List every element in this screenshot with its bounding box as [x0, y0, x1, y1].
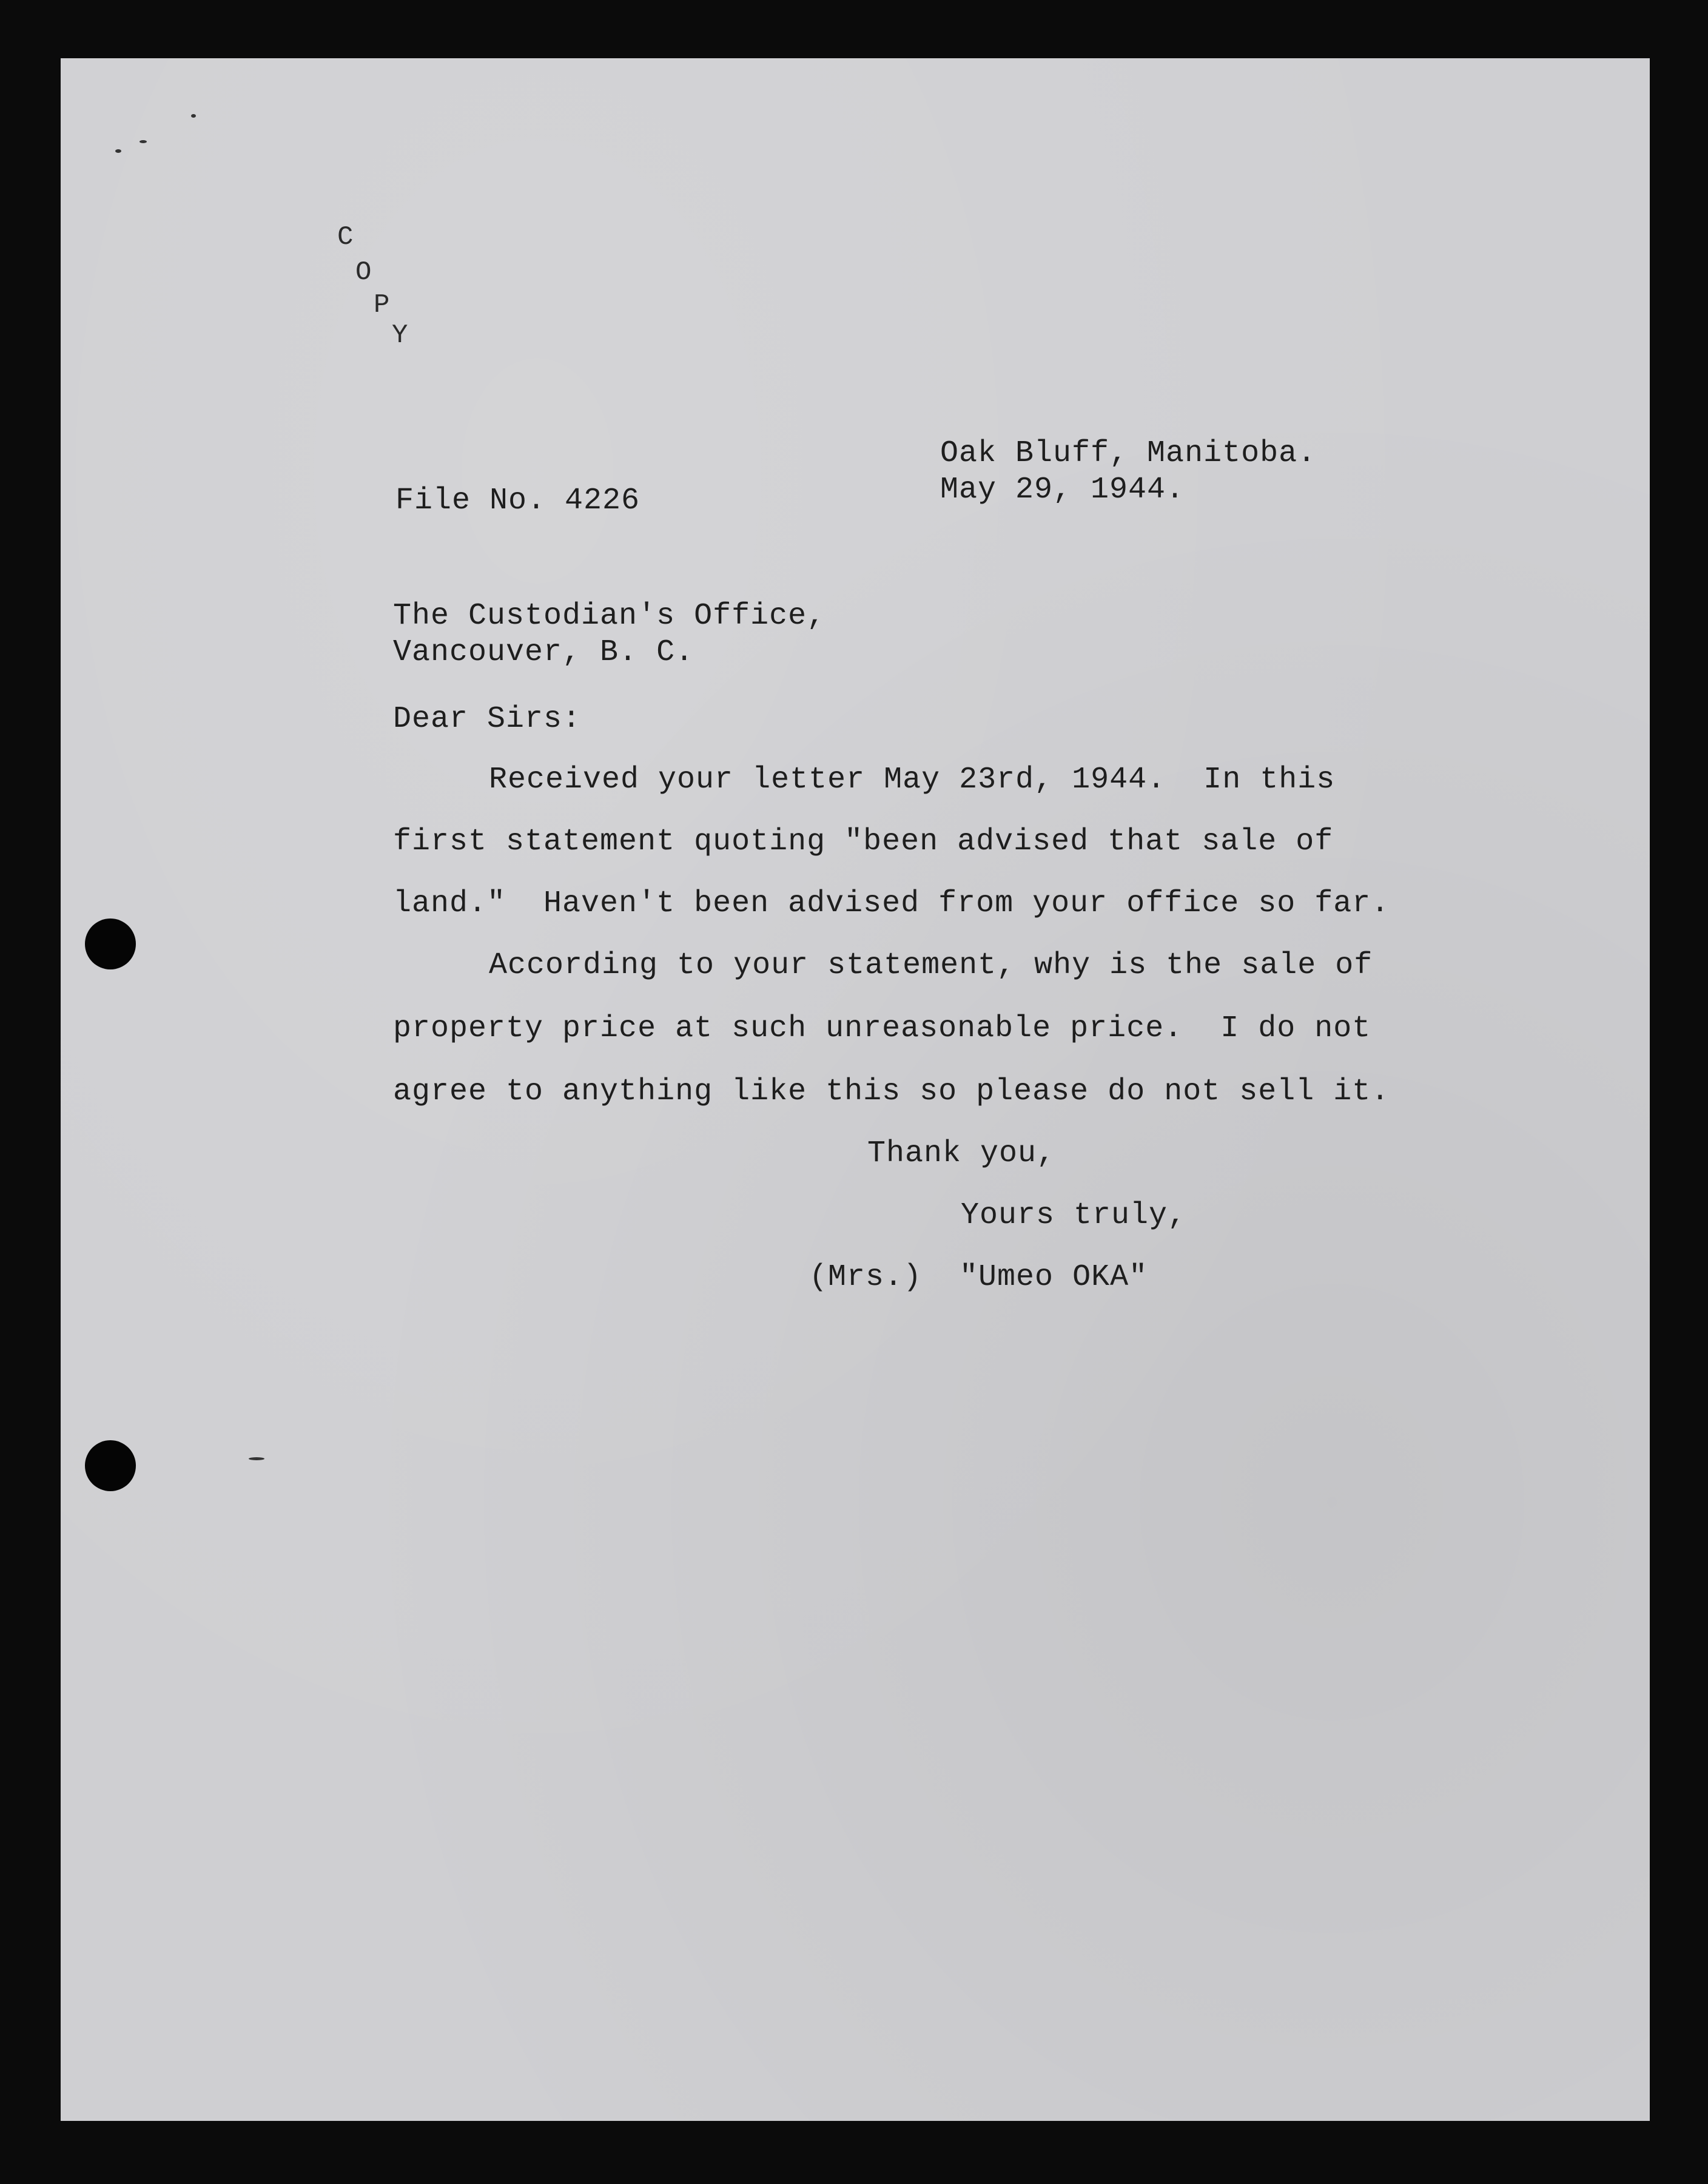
recipient-line-1: The Custodian's Office, — [393, 599, 826, 633]
body-line: Received your letter May 23rd, 1944. In this — [489, 763, 1336, 797]
file-number: File No. 4226 — [395, 484, 640, 518]
letter-page — [61, 58, 1650, 2121]
copy-letter-c: C — [337, 222, 354, 252]
punch-hole-bottom — [85, 1440, 136, 1491]
body-line: land." Haven't been advised from your office so far. — [393, 886, 1390, 921]
body-line: agree to anything like this so please do not sell it. — [393, 1074, 1390, 1109]
body-line: According to your statement, why is the sale of — [489, 948, 1373, 983]
body-line: property price at such unreasonable price. I do not — [393, 1011, 1371, 1046]
scan-speck — [115, 149, 121, 153]
sender-location: Oak Bluff, Manitoba. — [940, 436, 1317, 471]
copy-letter-p: P — [374, 290, 390, 320]
scan-speck — [140, 140, 147, 143]
closing-thanks: Thank you, — [867, 1136, 1056, 1171]
body-line: first statement quoting "been advised that sale of — [393, 824, 1334, 859]
closing-valediction: Yours truly, — [961, 1198, 1187, 1233]
copy-letter-y: Y — [392, 320, 408, 351]
signature: (Mrs.) "Umeo OKA" — [809, 1260, 1148, 1295]
scan-speck — [249, 1457, 264, 1460]
recipient-line-2: Vancouver, B. C. — [393, 635, 694, 670]
punch-hole-top — [85, 918, 136, 969]
salutation: Dear Sirs: — [393, 702, 582, 736]
copy-letter-o: O — [355, 257, 372, 288]
letter-date: May 29, 1944. — [940, 473, 1185, 507]
scan-speck — [191, 114, 196, 118]
